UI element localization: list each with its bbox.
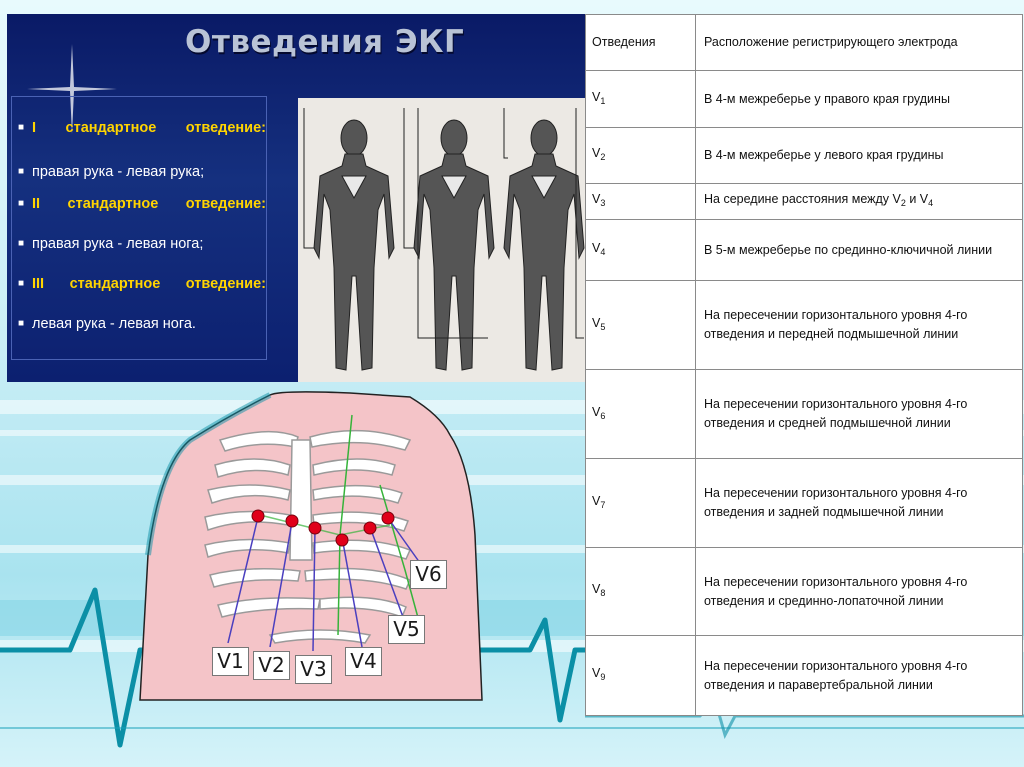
label-v1: V1 (212, 647, 249, 676)
table-header-row (586, 15, 1023, 71)
precordial-leads-table (585, 14, 1023, 716)
header-cell-leads: Отведения (586, 15, 696, 71)
table-row: $V_3$ На середине расстояния между $V_2$ и $V_4$ (586, 184, 1023, 220)
label-v2: V2 (253, 651, 290, 680)
table-row: $V_9$ На пересечении горизонтального уровня 4-го отведения и паравертебральной линии (586, 636, 1023, 716)
electrode-v5 (364, 522, 376, 534)
header-cell-electrode-position: Расположение регистрирующего электрода (696, 15, 1023, 71)
ecg-leads-slide (7, 14, 585, 382)
label-v4: V4 (345, 647, 382, 676)
electrode-v3 (309, 522, 321, 534)
limb-leads-list: ■ I стандартное отведение: ■ правая рука - левая рука; ■ II стандартное отведение: ■ правая рука - левая нога; ■ III стандартное отведение: ■ левая рука - левая нога. (11, 96, 267, 360)
electrode-v6 (382, 512, 394, 524)
table-row: $V_7$ На пересечении горизонтального уровня 4-го отведения и задней подмышечной линии (586, 459, 1023, 548)
table-row: $V_6$ На пересечении горизонтального уровня 4-го отведения и средней подмышечной линии (586, 370, 1023, 459)
table-row: $V_2$ В 4-м межреберье у левого края грудины (586, 128, 1023, 184)
electrode-v4 (336, 534, 348, 546)
label-v5: V5 (388, 615, 425, 644)
chest-electrode-diagram (120, 385, 590, 715)
table-row: $V_1$ В 4-м межреберье у правого края грудины (586, 71, 1023, 128)
label-v6: V6 (410, 560, 447, 589)
table-row: $V_8$ На пересечении горизонтального уровня 4-го отведения и срединно-лопаточной линии (586, 548, 1023, 636)
table-row: $V_4$ В 5-м межреберье по срединно-ключичной линии (586, 220, 1023, 281)
electrode-v2 (286, 515, 298, 527)
einthoven-leads-figure (298, 98, 585, 382)
electrode-v1 (252, 510, 264, 522)
label-v3: V3 (295, 655, 332, 684)
table-row: $V_5$ На пересечении горизонтального уровня 4-го отведения и передней подмышечной линии (586, 281, 1023, 370)
slide-title: Отведения ЭКГ (185, 24, 465, 60)
